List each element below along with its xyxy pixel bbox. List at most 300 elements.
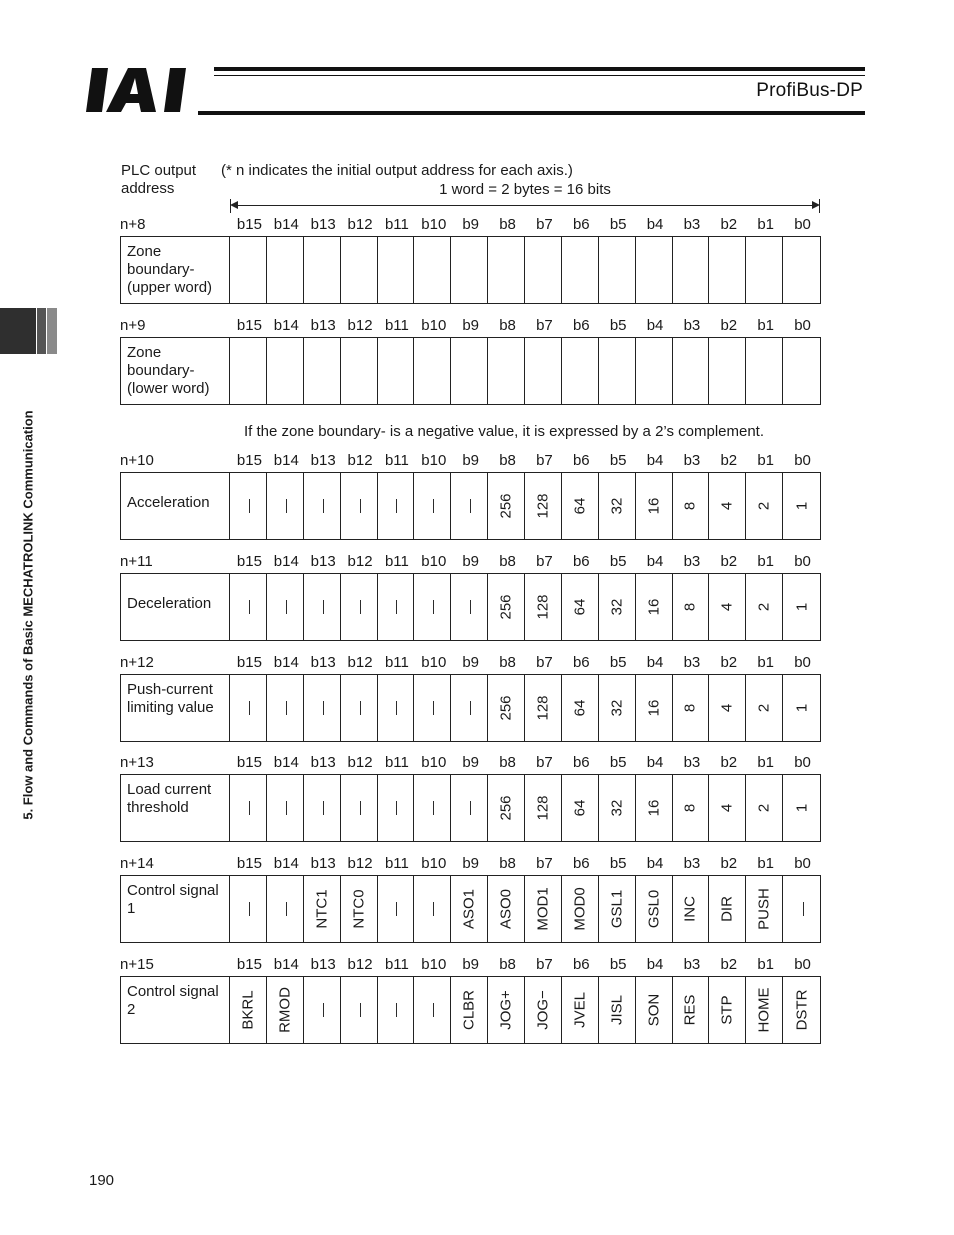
bit-cell-value: 4 — [718, 501, 736, 511]
bit-cell-value: — — [350, 701, 367, 715]
register-row — [120, 774, 821, 842]
bit-cell — [488, 574, 525, 640]
bit-cell-value: JISL — [608, 994, 626, 1026]
bit-cell-value: 16 — [645, 699, 663, 717]
bit-cell-value: — — [350, 600, 367, 614]
bit-cells — [230, 775, 820, 841]
bit-cell-value: 2 — [755, 602, 773, 612]
bit-label: b3 — [683, 754, 701, 771]
header-rule-top — [214, 67, 865, 71]
bit-label: b10 — [421, 553, 447, 570]
bit-cell — [230, 574, 267, 640]
bit-header-row — [231, 317, 821, 334]
bit-label: b10 — [421, 754, 447, 771]
bit-cell — [304, 237, 341, 303]
bit-label: b9 — [462, 317, 480, 334]
bit-cell — [341, 675, 378, 741]
bit-cell-value: — — [387, 801, 404, 815]
bit-label: b4 — [646, 317, 664, 334]
bit-cell — [636, 574, 673, 640]
register-row — [120, 337, 821, 405]
bit-label: b13 — [310, 317, 336, 334]
bit-label: b15 — [236, 956, 262, 973]
chapter-label: 5. Flow and Commands of Basic MECHATROLINK Communication — [20, 410, 36, 820]
bit-label: b6 — [572, 956, 590, 973]
bit-label: b6 — [572, 452, 590, 469]
bit-cell-value: INC — [681, 896, 699, 922]
bit-cell-value: JVEL — [571, 992, 589, 1028]
bit-label: b5 — [609, 216, 627, 233]
bit-cell — [230, 977, 267, 1043]
bit-cell — [488, 675, 525, 741]
bit-cell — [673, 237, 710, 303]
bit-cell-value: 256 — [497, 795, 515, 821]
bit-label: b15 — [236, 754, 262, 771]
bit-label: b12 — [347, 553, 373, 570]
bit-cell-value: — — [424, 902, 441, 916]
bit-cell-value: — — [350, 499, 367, 513]
bit-cell — [267, 675, 304, 741]
bit-label: b5 — [609, 654, 627, 671]
bit-cell — [673, 675, 710, 741]
bit-cell-value: — — [313, 1003, 330, 1017]
bit-cell — [451, 977, 488, 1043]
bit-label: b13 — [310, 452, 336, 469]
bit-label: b0 — [794, 754, 811, 771]
bit-cell-value: 32 — [608, 598, 626, 616]
bit-cell-value: 128 — [534, 795, 552, 821]
bit-cell — [562, 876, 599, 942]
bit-cell — [414, 473, 451, 539]
bit-cell — [636, 675, 673, 741]
bit-label: b11 — [384, 855, 409, 872]
bit-label: b3 — [683, 654, 701, 671]
bit-cell — [746, 574, 783, 640]
bit-cell — [709, 977, 746, 1043]
bit-cell — [267, 775, 304, 841]
bit-label: b7 — [536, 452, 553, 469]
bit-label: b11 — [384, 553, 409, 570]
plc-output-address-label: PLC output address — [121, 162, 197, 197]
register-address: n+8 — [120, 216, 146, 233]
bit-cell — [562, 977, 599, 1043]
bit-label: b2 — [720, 317, 738, 334]
bit-label: b2 — [720, 553, 738, 570]
bit-cell — [709, 876, 746, 942]
bit-cell — [599, 876, 636, 942]
bit-label: b6 — [572, 754, 590, 771]
bit-cell-value: — — [387, 600, 404, 614]
register-name-text: Push-current limiting value — [127, 681, 214, 716]
bit-cell — [267, 977, 304, 1043]
bit-cell-value: JOG− — [534, 990, 552, 1030]
register-name — [121, 775, 230, 841]
bit-cell-value: 128 — [534, 695, 552, 721]
bit-label: b6 — [572, 553, 590, 570]
bit-cell-value: 8 — [681, 703, 699, 713]
bit-cell — [709, 775, 746, 841]
bit-cell — [414, 338, 451, 404]
bit-header-row — [231, 754, 821, 771]
bit-cells — [230, 876, 820, 942]
bit-cell-value: ASO1 — [460, 888, 478, 930]
bit-cell-value: 16 — [645, 799, 663, 817]
header-rule-bottom — [198, 111, 865, 115]
bit-label: b3 — [683, 216, 701, 233]
bit-label: b0 — [794, 654, 811, 671]
register-address: n+15 — [120, 956, 154, 973]
register-row — [120, 976, 821, 1044]
bit-cell-value: — — [313, 600, 330, 614]
bit-cell-value: — — [350, 801, 367, 815]
register-block — [120, 954, 821, 1044]
register-name-text: Zone boundary- (upper word) — [127, 243, 213, 296]
bit-label: b1 — [757, 553, 775, 570]
bit-cell-value: 2 — [755, 703, 773, 713]
register-block — [120, 214, 821, 304]
bit-cells — [230, 675, 820, 741]
bit-cell-value: — — [424, 600, 441, 614]
bit-cell — [636, 237, 673, 303]
bit-label: b0 — [794, 553, 811, 570]
bit-label: b12 — [347, 956, 373, 973]
bit-cell — [230, 338, 267, 404]
bit-cell — [709, 574, 746, 640]
bit-cell-value: — — [424, 499, 441, 513]
bit-label: b0 — [794, 956, 811, 973]
bit-label: b2 — [720, 216, 738, 233]
bit-cell-value: JOG+ — [497, 990, 515, 1030]
bit-label: b4 — [646, 754, 664, 771]
bit-label: b15 — [236, 317, 262, 334]
register-name — [121, 237, 230, 303]
bit-label: b9 — [462, 855, 480, 872]
bit-header-row — [231, 855, 821, 872]
bit-cell — [267, 876, 304, 942]
bit-cell-value: DIR — [718, 896, 736, 922]
bit-label: b12 — [347, 317, 373, 334]
bit-cell — [636, 775, 673, 841]
bit-label: b5 — [609, 452, 627, 469]
bit-label: b3 — [683, 452, 701, 469]
bit-cell-value: 256 — [497, 695, 515, 721]
bit-label: b12 — [347, 855, 373, 872]
bit-label: b1 — [757, 317, 775, 334]
bit-cell-value: 32 — [608, 799, 626, 817]
bit-cell — [341, 574, 378, 640]
bit-cell — [230, 775, 267, 841]
bit-cell-value: CLBR — [460, 989, 478, 1031]
bit-cell — [562, 338, 599, 404]
bit-label: b14 — [273, 855, 299, 872]
bit-label: b11 — [384, 754, 409, 771]
register-address: n+10 — [120, 452, 154, 469]
bit-cell — [599, 775, 636, 841]
bit-cell — [783, 338, 820, 404]
bit-label: b7 — [536, 855, 553, 872]
bit-cell-value: — — [276, 499, 293, 513]
bit-label: b15 — [236, 216, 262, 233]
bit-label: b8 — [499, 654, 516, 671]
bit-cell — [562, 675, 599, 741]
bit-cell — [230, 675, 267, 741]
bit-cell-value: DSTR — [793, 989, 811, 1031]
bit-cell — [746, 775, 783, 841]
bit-cell — [304, 775, 341, 841]
bit-cell — [488, 775, 525, 841]
bit-label: b7 — [536, 654, 553, 671]
bit-label: b5 — [609, 855, 627, 872]
bit-label: b4 — [646, 553, 664, 570]
bit-label: b15 — [236, 654, 262, 671]
bit-cell-value: 16 — [645, 497, 663, 515]
bit-cell-value: — — [276, 600, 293, 614]
register-block — [120, 752, 821, 842]
bit-label: b1 — [757, 855, 775, 872]
bit-cell-value: — — [313, 801, 330, 815]
page-number: 190 — [89, 1172, 115, 1189]
bit-header-row — [231, 216, 821, 233]
bit-cell — [488, 977, 525, 1043]
bit-label: b10 — [421, 956, 447, 973]
word-span-line — [232, 205, 818, 206]
register-address: n+12 — [120, 654, 154, 671]
bit-label: b3 — [683, 956, 701, 973]
bit-label: b1 — [757, 216, 775, 233]
bit-cells — [230, 237, 820, 303]
bit-cell-value: BKRL — [239, 990, 257, 1030]
word-span-tick-right — [819, 199, 820, 213]
bit-label: b5 — [609, 553, 627, 570]
register-row — [120, 573, 821, 641]
bit-cell — [378, 237, 415, 303]
bit-label: b8 — [499, 317, 516, 334]
bit-label: b12 — [347, 216, 373, 233]
bit-cell-value: — — [239, 902, 256, 916]
bit-cell-value: 32 — [608, 497, 626, 515]
bit-cell-value: 4 — [718, 602, 736, 612]
bit-label: b14 — [273, 553, 299, 570]
bit-cell — [525, 775, 562, 841]
bit-cell — [783, 977, 820, 1043]
bit-cell — [267, 237, 304, 303]
bit-cell-value: — — [239, 801, 256, 815]
bit-cell — [451, 775, 488, 841]
bit-cell — [525, 675, 562, 741]
bit-label: b9 — [462, 452, 480, 469]
bit-cell-value: — — [424, 1003, 441, 1017]
bit-label: b11 — [384, 216, 409, 233]
bit-header-row — [231, 956, 821, 973]
bit-cell — [341, 775, 378, 841]
register-row — [120, 875, 821, 943]
bit-cell — [599, 574, 636, 640]
bit-cell — [451, 338, 488, 404]
bit-cell — [562, 574, 599, 640]
bit-cell — [599, 977, 636, 1043]
bit-label: b15 — [236, 452, 262, 469]
bit-label: b7 — [536, 317, 553, 334]
register-header — [120, 450, 821, 472]
bit-label: b5 — [609, 956, 627, 973]
bit-cell — [673, 977, 710, 1043]
bit-cell — [341, 338, 378, 404]
bit-label: b4 — [646, 654, 664, 671]
bit-cell-value: 1 — [793, 501, 811, 511]
bit-cell-value: 64 — [571, 598, 589, 616]
bit-label: b4 — [646, 452, 664, 469]
bit-label: b3 — [683, 553, 701, 570]
bit-cell-value: 4 — [718, 703, 736, 713]
bit-label: b14 — [273, 452, 299, 469]
register-name — [121, 977, 230, 1043]
register-header — [120, 214, 821, 236]
bit-cell — [414, 977, 451, 1043]
bit-cell — [341, 473, 378, 539]
bit-cell-value: 256 — [497, 493, 515, 519]
bit-label: b6 — [572, 855, 590, 872]
bit-cell — [562, 237, 599, 303]
bit-label: b6 — [572, 317, 590, 334]
bit-cell-value: MOD0 — [571, 887, 589, 931]
bit-cell — [341, 237, 378, 303]
bit-cell — [599, 675, 636, 741]
register-name — [121, 876, 230, 942]
bit-cell — [599, 237, 636, 303]
bit-label: b2 — [720, 956, 738, 973]
register-name — [121, 574, 230, 640]
bit-header-row — [231, 452, 821, 469]
bit-cell — [783, 473, 820, 539]
register-header — [120, 652, 821, 674]
bit-cell — [451, 876, 488, 942]
bit-cell — [414, 574, 451, 640]
bit-cell — [746, 675, 783, 741]
bit-cell-value: 256 — [497, 594, 515, 620]
bit-cell — [746, 338, 783, 404]
bit-cell-value: 8 — [681, 602, 699, 612]
bit-cell-value: 128 — [534, 594, 552, 620]
bit-cell — [378, 775, 415, 841]
bit-cell — [673, 775, 710, 841]
word-size-label: 1 word = 2 bytes = 16 bits — [439, 181, 611, 198]
bit-cell-value: 4 — [718, 803, 736, 813]
bit-cell-value: 128 — [534, 493, 552, 519]
bit-cell-value: HOME — [755, 987, 773, 1033]
bit-cell — [636, 338, 673, 404]
bit-label: b11 — [384, 317, 409, 334]
bit-label: b13 — [310, 956, 336, 973]
bit-label: b10 — [421, 452, 447, 469]
bit-label: b6 — [572, 654, 590, 671]
bit-cell — [488, 338, 525, 404]
bit-cell — [304, 574, 341, 640]
bit-label: b3 — [683, 317, 701, 334]
bit-label: b10 — [421, 317, 447, 334]
bit-cell-value: — — [461, 499, 478, 513]
bit-label: b9 — [462, 553, 480, 570]
bit-label: b4 — [646, 216, 664, 233]
bit-label: b15 — [236, 855, 262, 872]
bit-label: b7 — [536, 553, 553, 570]
bit-cell-value: 32 — [608, 699, 626, 717]
register-name-text: Control signal 1 — [127, 882, 219, 917]
register-block — [120, 551, 821, 641]
bit-label: b14 — [273, 956, 299, 973]
bit-cell — [562, 775, 599, 841]
bit-cell — [746, 473, 783, 539]
bit-cell-value: GSL0 — [645, 889, 663, 929]
bit-cell-value: — — [424, 701, 441, 715]
bit-label: b8 — [499, 754, 516, 771]
bit-cell-value: — — [461, 600, 478, 614]
bit-cell-value: — — [239, 499, 256, 513]
iai-logo — [86, 66, 210, 114]
bit-cell — [304, 876, 341, 942]
bit-cell-value: — — [424, 801, 441, 815]
bit-cell-value: RES — [681, 994, 699, 1026]
bit-cell — [636, 876, 673, 942]
bit-cell — [267, 473, 304, 539]
bit-cell — [230, 237, 267, 303]
bit-label: b0 — [794, 317, 811, 334]
bit-cell — [451, 473, 488, 539]
register-name — [121, 675, 230, 741]
bit-label: b13 — [310, 855, 336, 872]
bit-label: b13 — [310, 754, 336, 771]
bit-label: b11 — [384, 956, 409, 973]
register-name — [121, 338, 230, 404]
bit-cell — [304, 473, 341, 539]
bit-cell-value: — — [313, 499, 330, 513]
bit-label: b8 — [499, 216, 516, 233]
bit-cells — [230, 473, 820, 539]
bit-label: b12 — [347, 654, 373, 671]
bit-cell — [451, 675, 488, 741]
register-address: n+13 — [120, 754, 154, 771]
bit-cell-value: PUSH — [755, 888, 773, 930]
bit-label: b14 — [273, 317, 299, 334]
bit-cell — [304, 338, 341, 404]
bit-cell — [341, 876, 378, 942]
bit-cell-value: NTC1 — [313, 889, 331, 929]
bit-header-row — [231, 553, 821, 570]
bit-label: b14 — [273, 754, 299, 771]
bit-cell — [378, 574, 415, 640]
bit-label: b10 — [421, 855, 447, 872]
bit-cell — [783, 675, 820, 741]
bit-cell — [378, 675, 415, 741]
bit-cell-value: MOD1 — [534, 887, 552, 931]
bit-cell — [414, 876, 451, 942]
bit-cell — [673, 574, 710, 640]
bit-cell-value: 2 — [755, 501, 773, 511]
bit-label: b13 — [310, 216, 336, 233]
bit-cell — [783, 574, 820, 640]
bit-label: b11 — [384, 654, 409, 671]
bit-cell — [451, 237, 488, 303]
chapter-tab — [0, 308, 57, 354]
bit-label: b7 — [536, 216, 553, 233]
bit-label: b8 — [499, 452, 516, 469]
bit-label: b2 — [720, 654, 738, 671]
bit-cell — [709, 338, 746, 404]
bit-cell — [378, 338, 415, 404]
bit-cell — [709, 675, 746, 741]
register-name-text: Acceleration — [127, 494, 210, 511]
header-title: ProfiBus-DP — [756, 80, 863, 101]
bit-label: b9 — [462, 654, 480, 671]
